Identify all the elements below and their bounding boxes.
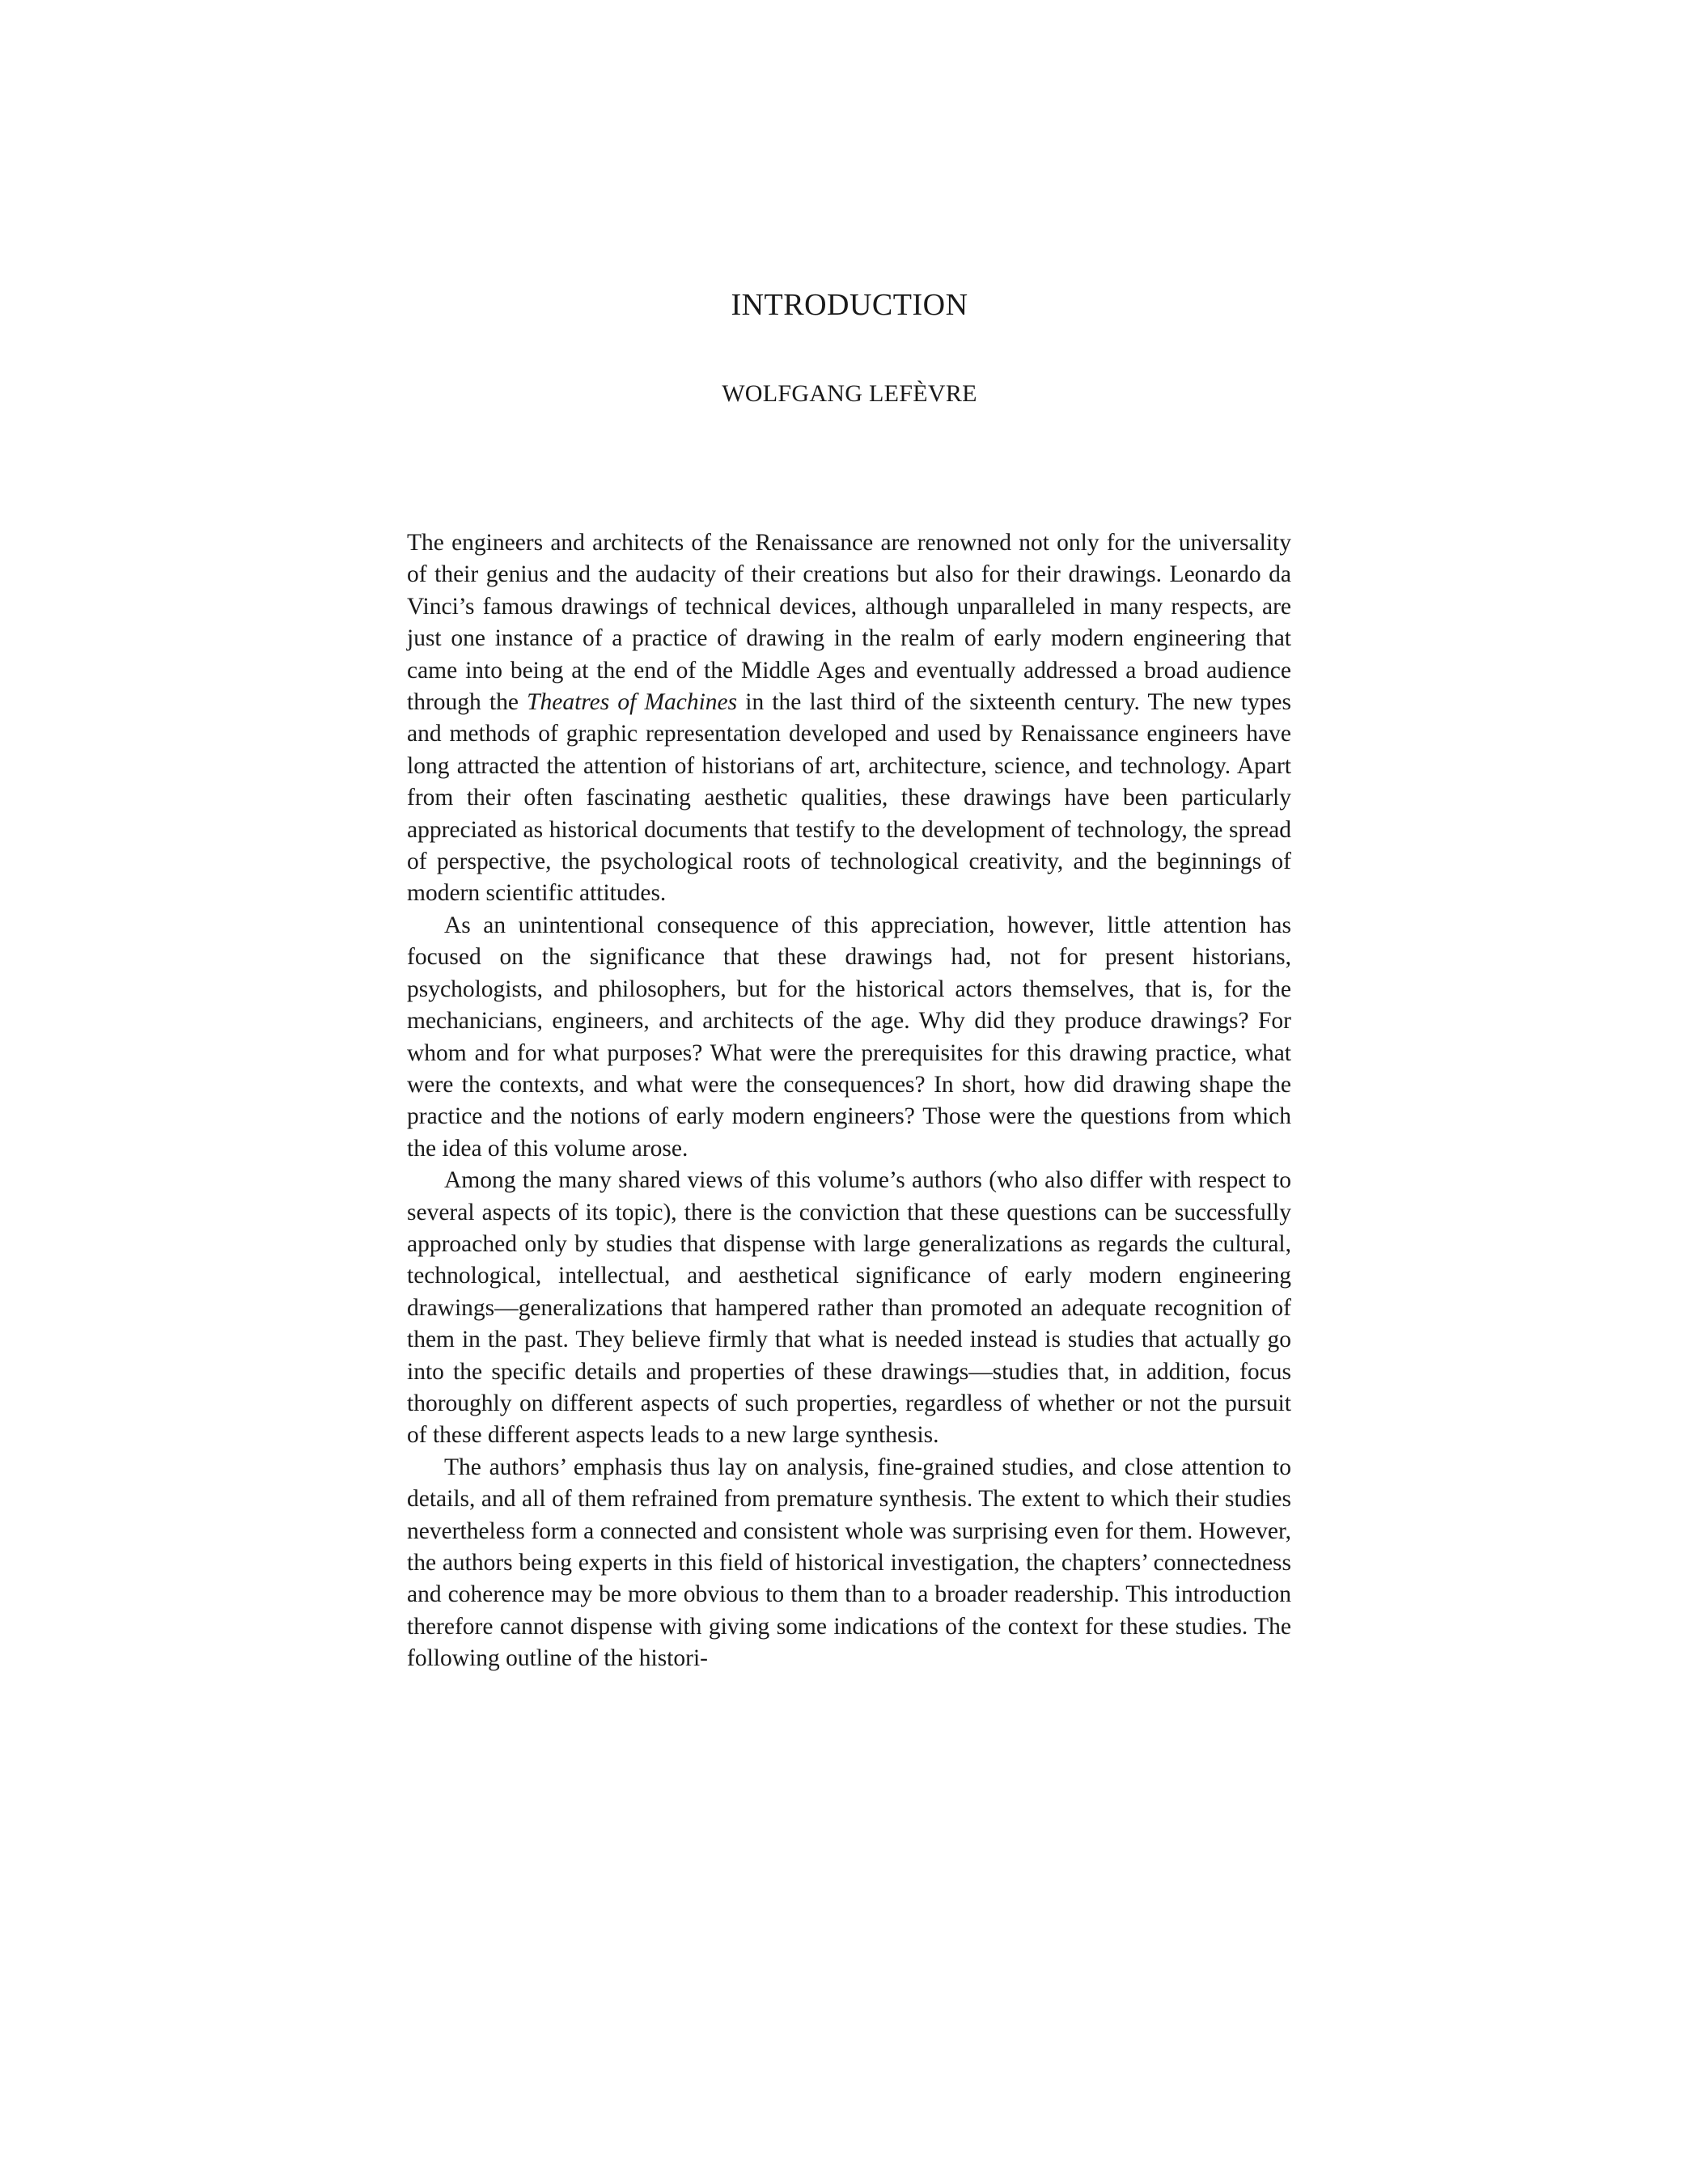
paragraph-1-text-b: in the last third of the sixteenth century. The new types and methods of graphic representation developed and used by Renaissance engineers have long attracted the attention of historians of art, architecture, science, and technology. Apart from their often fascinating aesthetic qualities, these drawings have been particularly appreciated as historical documents that testify to the development of technology, the spread of perspective, the psychological roots of technological creativity, and the beginnings of modern scientific attitudes.: [407, 689, 1291, 907]
paragraph-1: [407, 527, 1291, 910]
paragraph-2: As an unintentional consequence of this appreciation, however, little attention has focused on the significance that these drawings had, not for present historians, psychologists, and philosophers, but for the historical actors themselves, that is, for the mechanicians, engineers, and architects of the age. Why did they produce drawings? For whom and for what purposes? What were the prerequisites for this drawing practice, what were the contexts, and what were the consequences? In short, how did drawing shape the practice and the notions of early modern engineers? Those were the questions from which the idea of this volume arose.: [407, 912, 1291, 1162]
body-text: [407, 527, 1291, 1675]
chapter-author: WOLFGANG LEFÈVRE: [722, 380, 977, 407]
book-title-italic: Theatres of Machines: [527, 689, 738, 716]
paragraph-3: Among the many shared views of this volume’s authors (who also differ with respect to several aspects of its topic), there is the conviction that these questions can be successfully approached only by studies that dispense with large generalizations as regards the cultural, technological, intellectual, and aesthetical significance of early modern engineering drawings—generalizations that hampered rather than promoted an adequate recognition of them in the past. They believe firmly that what is needed instead is studies that actually go into the specific details and properties of these drawings—studies that, in addition, focus thoroughly on different aspects of such properties, regardless of whether or not the pursuit of these different aspects leads to a new large synthesis.: [407, 1167, 1291, 1449]
chapter-title: INTRODUCTION: [731, 288, 968, 322]
paragraph-1-text-a: The engineers and architects of the Renaissance are renowned not only for the universality of their genius and the audacity of their creations but also for their drawings. Leonardo da Vinci’s famous drawings of technical devices, although unparalleled in many respects, are just one instance of a practice of drawing in the realm of early modern engineering that came into being at the end of the Middle Ages and eventually addressed a broad audience through the: [407, 530, 1291, 716]
paragraph-4: The authors’ emphasis thus lay on analysis, fine-grained studies, and close attention to details, and all of them refrained from premature synthesis. The extent to which their studies nevertheless form a connected and consistent whole was surprising even for them. However, the authors being experts in this field of historical investigation, the chapters’ connectedness and coherence may be more obvious to them than to a broader readership. This introduction therefore cannot dispense with giving some indications of the context for these studies. The following outline of the histori-: [407, 1454, 1291, 1672]
